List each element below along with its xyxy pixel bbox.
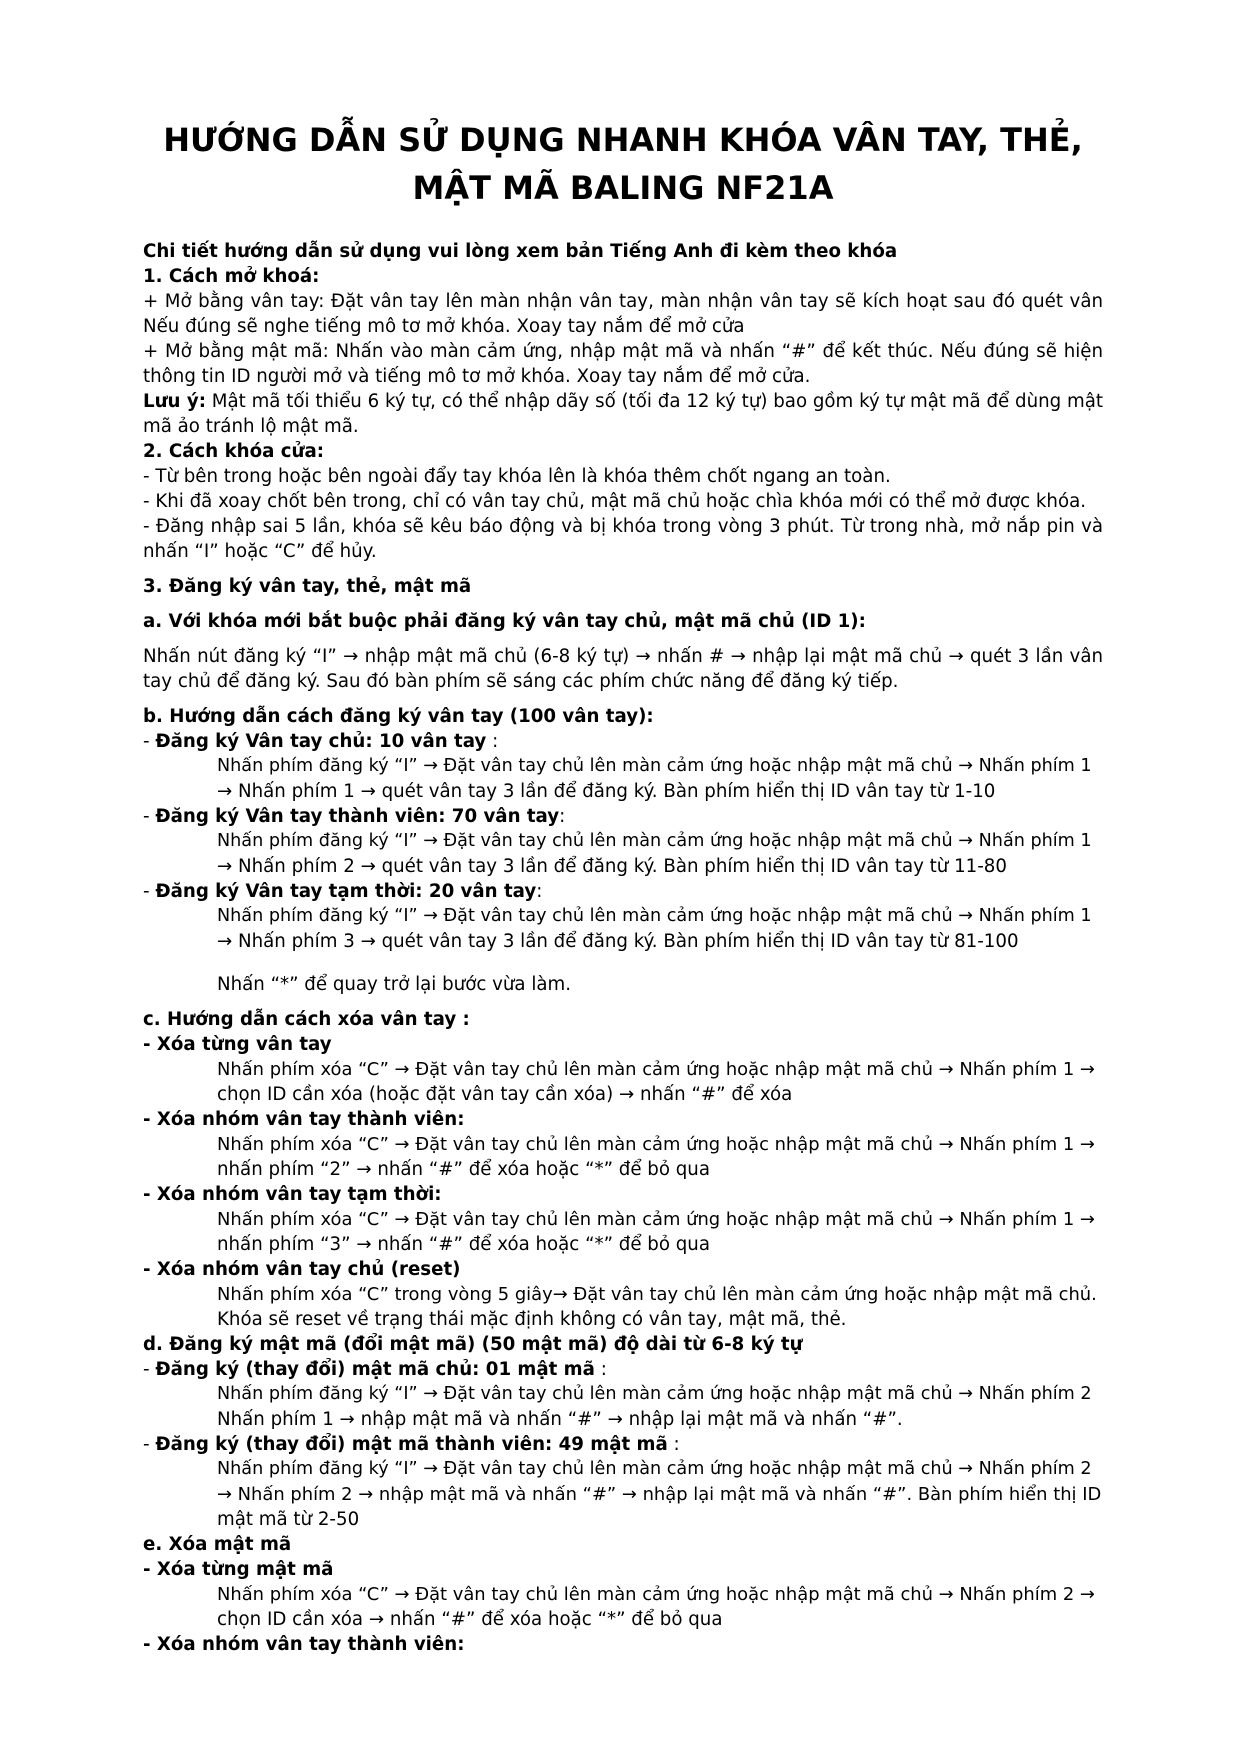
item-label: - Xóa nhóm vân tay thành viên: xyxy=(143,1634,465,1655)
item-label: - Xóa từng vân tay xyxy=(143,1034,332,1055)
step-text: → Nhấn phím 3 → quét vân tay 3 lần để đăng ký. Bàn phím hiển thị ID vân tay từ 81-100 xyxy=(217,931,1019,952)
section-3-heading: 3. Đăng ký vân tay, thẻ, mật mã xyxy=(143,576,472,597)
step-text: chọn ID cần xóa → nhấn “#” để xóa hoặc “*” để bỏ qua xyxy=(217,1609,723,1630)
item-label: - Xóa nhóm vân tay chủ (reset) xyxy=(143,1259,461,1280)
list-item: - Đăng nhập sai 5 lần, khóa sẽ kêu báo động và bị khóa trong vòng 3 phút. Từ trong nhà, mở nắp pin và xyxy=(143,516,1103,537)
title-line-2: MẬT MÃ BALING NF21A xyxy=(412,169,834,207)
subsection-b-heading: b. Hướng dẫn cách đăng ký vân tay (100 vân tay): xyxy=(143,706,654,727)
item-label: - Xóa từng mật mã xyxy=(143,1559,334,1580)
item-label: Đăng ký Vân tay tạm thời: 20 vân tay xyxy=(155,881,537,902)
step-text: Nhấn phím đăng ký “I” → Đặt vân tay chủ lên màn cảm ứng hoặc nhập mật mã chủ → Nhấn phím 1 xyxy=(217,831,1092,851)
step-text: Nhấn phím xóa “C” → Đặt vân tay chủ lên màn cảm ứng hoặc nhập mật mã chủ → Nhấn phím 1 → xyxy=(217,1059,1095,1080)
paragraph: tay chủ để đăng ký. Sau đó bàn phím sẽ sáng các phím chức năng để đăng ký tiếp. xyxy=(143,671,899,692)
intro-text: Chi tiết hướng dẫn sử dụng vui lòng xem bản Tiếng Anh đi kèm theo khóa xyxy=(143,241,898,262)
list-item: - Từ bên trong hoặc bên ngoài đẩy tay khóa lên là khóa thêm chốt ngang an toàn. xyxy=(143,466,891,487)
subsection-a-heading: a. Với khóa mới bắt buộc phải đăng ký vân tay chủ, mật mã chủ (ID 1): xyxy=(143,611,866,632)
step-text: Nhấn phím đăng ký “I” → Đặt vân tay chủ lên màn cảm ứng hoặc nhập mật mã chủ → Nhấn phím 2 xyxy=(217,1459,1092,1479)
item-label: Đăng ký (thay đổi) mật mã thành viên: 49 mật mã xyxy=(155,1434,668,1455)
list-item: - Đăng ký (thay đổi) mật mã thành viên: 49 mật mã : xyxy=(143,1434,680,1455)
section-2-heading: 2. Cách khóa cửa: xyxy=(143,441,324,462)
title-line-1: HƯỚNG DẪN SỬ DỤNG NHANH KHÓA VÂN TAY, THẺ, xyxy=(163,121,1083,159)
paragraph: thông tin ID người mở và tiếng mô tơ mở khóa. Xoay tay nắm để mở cửa. xyxy=(143,366,811,387)
list-item: nhấn “I” hoặc “C” để hủy. xyxy=(143,541,377,562)
paragraph: Nếu đúng sẽ nghe tiếng mô tơ mở khóa. Xoay tay nắm để mở cửa xyxy=(143,316,745,337)
subsection-e-heading: e. Xóa mật mã xyxy=(143,1534,292,1555)
step-text: Nhấn phím đăng ký “I” → Đặt vân tay chủ lên màn cảm ứng hoặc nhập mật mã chủ → Nhấn phím 2 xyxy=(217,1384,1092,1404)
step-text: → Nhấn phím 2 → quét vân tay 3 lần để đăng ký. Bàn phím hiển thị ID vân tay từ 11-80 xyxy=(217,856,1007,877)
step-text: chọn ID cần xóa (hoặc đặt vân tay cần xóa) → nhấn “#” để xóa xyxy=(217,1084,793,1105)
subsection-d-heading: d. Đăng ký mật mã (đổi mật mã) (50 mật mã) độ dài từ 6-8 ký tự xyxy=(143,1334,803,1355)
item-label: Đăng ký Vân tay thành viên: 70 vân tay xyxy=(155,806,560,827)
step-text: nhấn phím “3” → nhấn “#” để xóa hoặc “*” để bỏ qua xyxy=(217,1234,710,1255)
step-text: → Nhấn phím 1 → quét vân tay 3 lần để đăng ký. Bàn phím hiển thị ID vân tay từ 1-10 xyxy=(217,781,996,802)
item-label: Đăng ký Vân tay chủ: 10 vân tay xyxy=(155,731,487,752)
step-text: Nhấn phím xóa “C” → Đặt vân tay chủ lên màn cảm ứng hoặc nhập mật mã chủ → Nhấn phím 1 → xyxy=(217,1209,1095,1230)
paragraph: Nhấn nút đăng ký “I” → nhập mật mã chủ (6-8 ký tự) → nhấn # → nhập lại mật mã chủ → quét 3 lần vân xyxy=(143,646,1103,667)
step-text: Nhấn phím xóa “C” → Đặt vân tay chủ lên màn cảm ứng hoặc nhập mật mã chủ → Nhấn phím 1 → xyxy=(217,1134,1095,1155)
item-label: - Xóa nhóm vân tay thành viên: xyxy=(143,1109,465,1130)
step-text: Nhấn phím 1 → nhập mật mã và nhấn “#” → nhập lại mật mã và nhấn “#”. xyxy=(217,1409,903,1430)
note-label: Lưu ý: xyxy=(143,391,206,412)
list-item: - Đăng ký Vân tay tạm thời: 20 vân tay: xyxy=(143,881,543,902)
step-text: Khóa sẽ reset về trạng thái mặc định không có vân tay, mật mã, thẻ. xyxy=(217,1309,847,1330)
step-text: Nhấn phím đăng ký “I” → Đặt vân tay chủ lên màn cảm ứng hoặc nhập mật mã chủ → Nhấn phím 1 xyxy=(217,756,1092,776)
document-body xyxy=(143,239,1103,1657)
list-item: - Khi đã xoay chốt bên trong, chỉ có vân tay chủ, mật mã chủ hoặc chìa khóa mới có thể mở được khóa. xyxy=(143,491,1087,512)
step-text: mật mã từ 2-50 xyxy=(217,1509,360,1530)
note-paragraph xyxy=(143,389,1103,414)
list-item: - Đăng ký Vân tay thành viên: 70 vân tay: xyxy=(143,806,566,827)
item-label: - Xóa nhóm vân tay tạm thời: xyxy=(143,1184,442,1205)
paragraph: mã ảo tránh lộ mật mã. xyxy=(143,416,359,437)
section-1-heading: 1. Cách mở khoá: xyxy=(143,266,320,287)
list-item: - Đăng ký (thay đổi) mật mã chủ: 01 mật mã : xyxy=(143,1359,607,1380)
step-text: Nhấn phím xóa “C” → Đặt vân tay chủ lên màn cảm ứng hoặc nhập mật mã chủ → Nhấn phím 2 → xyxy=(217,1584,1095,1605)
step-text: nhấn phím “2” → nhấn “#” để xóa hoặc “*” để bỏ qua xyxy=(217,1159,710,1180)
step-text: Nhấn “*” để quay trở lại bước vừa làm. xyxy=(217,974,572,995)
item-label: Đăng ký (thay đổi) mật mã chủ: 01 mật mã xyxy=(155,1359,595,1380)
document-title xyxy=(143,116,1103,212)
step-text: Nhấn phím xóa “C” trong vòng 5 giây→ Đặt vân tay chủ lên màn cảm ứng hoặc nhập mật mã chủ. xyxy=(217,1284,1097,1305)
step-text: Nhấn phím đăng ký “I” → Đặt vân tay chủ lên màn cảm ứng hoặc nhập mật mã chủ → Nhấn phím 1 xyxy=(217,906,1092,926)
step-text: → Nhấn phím 2 → nhập mật mã và nhấn “#” → nhập lại mật mã và nhấn “#”. Bàn phím hiển thị ID xyxy=(217,1484,1102,1505)
list-item: - Đăng ký Vân tay chủ: 10 vân tay : xyxy=(143,731,499,752)
paragraph: + Mở bằng vân tay: Đặt vân tay lên màn nhận vân tay, màn nhận vân tay sẽ kích hoạt sau đó quét vân xyxy=(143,291,1103,312)
subsection-c-heading: c. Hướng dẫn cách xóa vân tay : xyxy=(143,1009,470,1030)
note-text: Mật mã tối thiểu 6 ký tự, có thể nhập dãy số (tối đa 12 ký tự) bao gồm ký tự mật mã để dùng mật xyxy=(205,391,1103,412)
paragraph: + Mở bằng mật mã: Nhấn vào màn cảm ứng, nhập mật mã và nhấn “#” để kết thúc. Nếu đúng sẽ hiện xyxy=(143,341,1103,362)
